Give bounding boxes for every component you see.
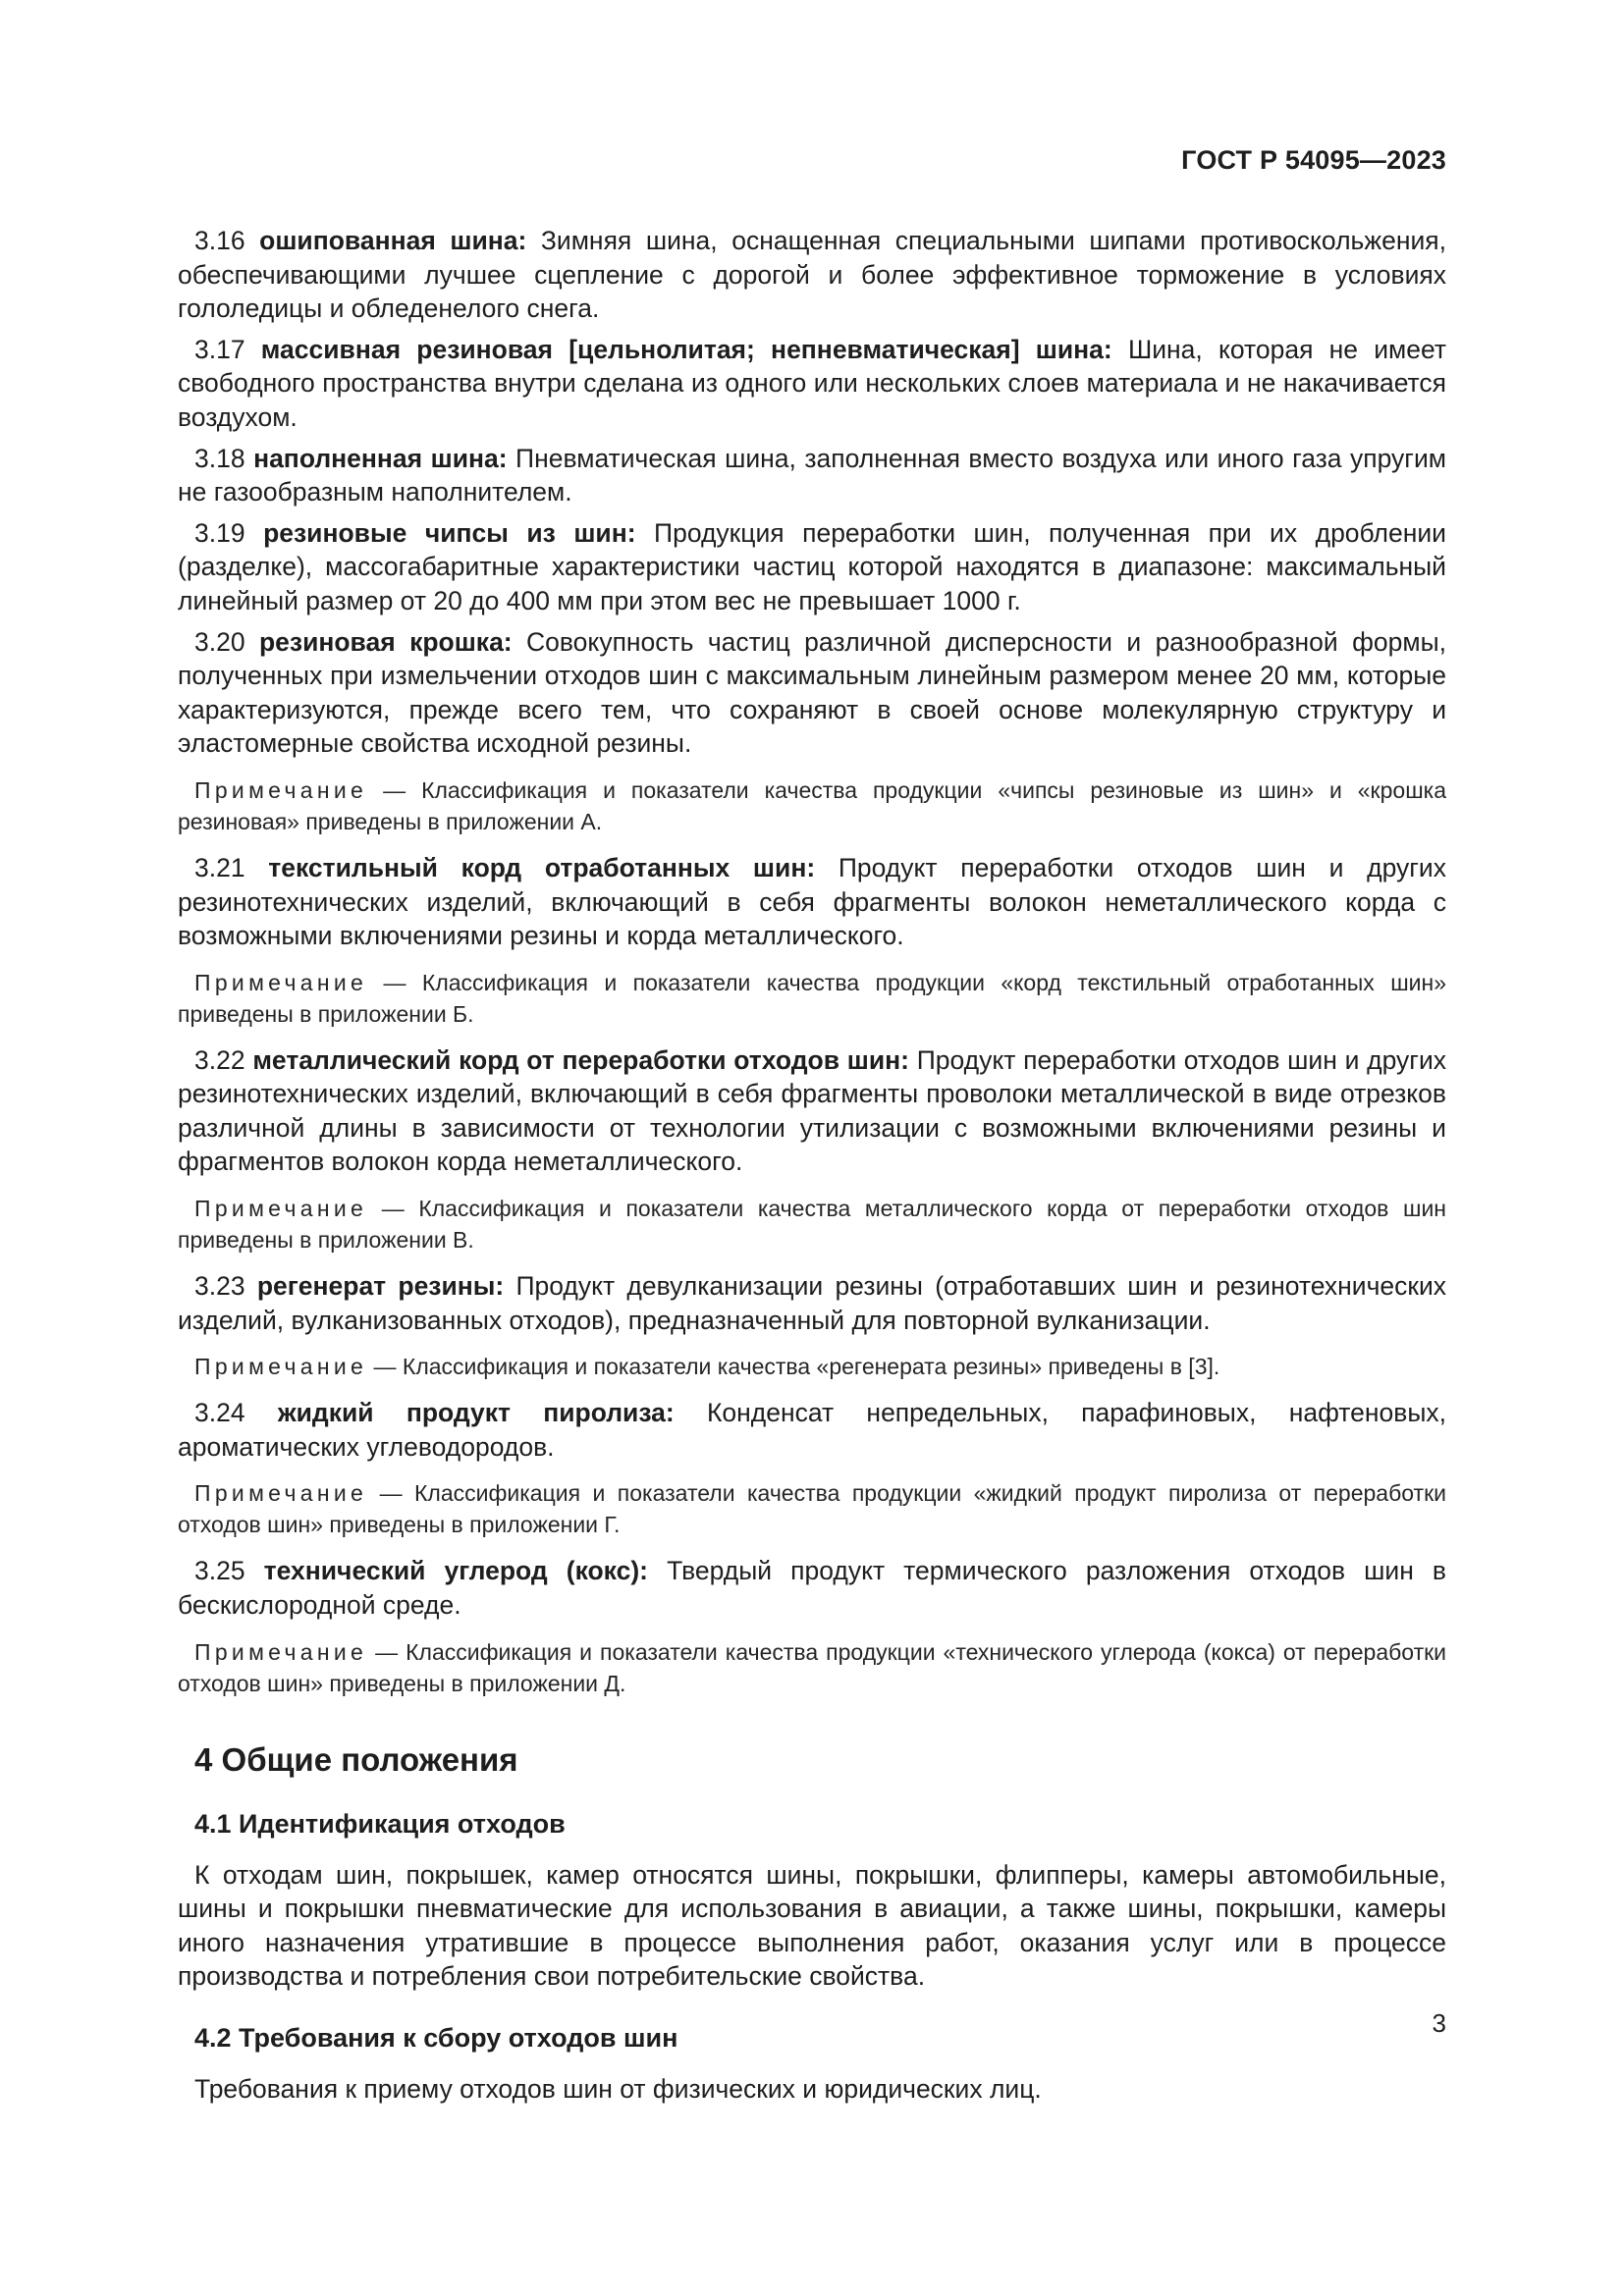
- section-4-title: 4 Общие положения: [194, 1740, 518, 1778]
- term-number: 3.19: [194, 517, 245, 548]
- document-body: [178, 224, 1446, 2134]
- term-name: наполненная шина:: [253, 443, 508, 473]
- term-number: 3.24: [194, 1398, 245, 1428]
- term-name: технический углерод (кокс):: [263, 1556, 648, 1586]
- term-3-25: [178, 1554, 1446, 1622]
- term-number: 3.21: [194, 852, 245, 882]
- term-definition: Твердый продукт термического разложения отходов шин в бескислородной среде.: [178, 1556, 1446, 1621]
- term-name: ошипованная шина:: [259, 226, 527, 255]
- term-name: металлический корд от переработки отходов шин:: [252, 1044, 909, 1075]
- note-3-20: [178, 774, 1446, 837]
- term-name: текстильный корд отработанных шин:: [268, 852, 816, 882]
- section-4-2-heading: [178, 2021, 1446, 2055]
- term-3-16: [178, 224, 1446, 326]
- section-4-1-heading: [178, 1807, 1446, 1841]
- section-4-1-paragraph: К отходам шин, покрышек, камер относятся шины, покрышки, флипперы, камеры автомобильные, шины и покрышки пневматические для использования в авиации, а также шины, покрышки, камеры иного назначения утратившие в процессе выполнения работ, оказания услуг или в процессе производства и потребления свои потребительские свойства.: [178, 1859, 1446, 1992]
- note-label: Примечание: [194, 969, 368, 995]
- note-3-25: [178, 1636, 1446, 1699]
- note-text: — Классификация и показатели качества продукции «чипсы резиновые из шин» и «крошка резиновая» приведены в приложении А.: [178, 776, 1447, 834]
- term-3-23: [178, 1269, 1446, 1337]
- note-3-22: [178, 1193, 1446, 1255]
- note-label: Примечание: [194, 776, 368, 803]
- term-number: 3.18: [194, 443, 245, 473]
- term-number: 3.16: [194, 226, 245, 255]
- term-definition: Совокупность частиц различной дисперсности и разнообразной формы, полученных при измельчении отходов шин с максимальным линейным размером менее 20 мм, которые характеризуются, прежде всего тем, что сохраняют в своей основе молекулярную структуру и эластомерные свойства исходной резины.: [178, 626, 1446, 759]
- note-label: Примечание: [194, 1354, 368, 1380]
- note-text: — Классификация и показатели качества продукции «корд текстильный отработанных шин» приведены в приложении Б.: [178, 969, 1446, 1027]
- note-label: Примечание: [194, 1196, 368, 1222]
- note-3-23: [178, 1351, 1446, 1382]
- term-3-20: [178, 625, 1446, 761]
- term-name: жидкий продукт пиролиза:: [277, 1398, 675, 1428]
- term-number: 3.22: [194, 1044, 245, 1075]
- term-definition: Конденсат непредельных, парафиновых, нафтеновых, ароматических углеводородов.: [178, 1398, 1446, 1462]
- term-name: массивная резиновая [цельнолитая; непневматическая] шина:: [260, 334, 1112, 364]
- term-3-21: [178, 851, 1446, 953]
- note-text: — Классификация и показатели качества «регенерата резины» приведены в [3].: [373, 1354, 1220, 1380]
- section-4-2-paragraph: Требования к приему отходов шин от физических и юридических лиц.: [194, 2074, 1042, 2104]
- section-4-2-title: 4.2 Требования к сбору отходов шин: [194, 2023, 678, 2053]
- term-name: резиновые чипсы из шин:: [263, 517, 636, 548]
- term-definition: Продукт переработки отходов шин и других резинотехнических изделий, включающий в себя фрагменты проволоки металлической в виде отрезков различной длины в зависимости от технологии утилизации с возможными включениями резины и фрагментов волокон корда неметаллического.: [178, 1044, 1447, 1177]
- term-3-17: [178, 333, 1446, 435]
- term-definition: Продукт переработки отходов шин и других резинотехнических изделий, включающий в себя фрагменты волокон неметаллического корда с возможными включениями резины и корда металлического.: [178, 852, 1446, 951]
- term-definition: Зимняя шина, оснащенная специальными шипами противоскольжения, обеспечивающими лучшее сцепление с дорогой и более эффективное торможение в условиях гололедицы и обледенелого снега.: [178, 226, 1446, 324]
- section-4-1-title: 4.1 Идентификация отходов: [194, 1808, 566, 1839]
- term-name: регенерат резины:: [256, 1271, 505, 1302]
- section-4-heading: [178, 1740, 1446, 1780]
- term-3-22: [178, 1043, 1446, 1179]
- term-name: резиновая крошка:: [258, 626, 513, 657]
- term-definition: Пневматическая шина, заполненная вместо воздуха или иного газа упругим не газообразным наполнителем.: [178, 443, 1446, 507]
- section-4-2-text: [178, 2072, 1446, 2107]
- term-number: 3.25: [194, 1556, 245, 1586]
- note-text: — Классификация и показатели качества металлического корда от переработки отходов шин приведены в приложении В.: [178, 1196, 1447, 1254]
- term-3-19: [178, 516, 1446, 618]
- term-number: 3.23: [194, 1271, 245, 1302]
- term-definition: Продукт девулканизации резины (отработавших шин и резинотехнических изделий, вулканизованных отходов), предназначенный для повторной вулканизации.: [178, 1271, 1447, 1335]
- note-text: — Классификация и показатели качества продукции «жидкий продукт пиролиза от переработки отходов шин» приведены в приложении Г.: [178, 1480, 1446, 1538]
- term-3-24: [178, 1396, 1446, 1464]
- document-header: ГОСТ Р 54095—2023: [1181, 145, 1446, 175]
- term-definition: Шина, которая не имеет свободного пространства внутри сделана из одного или нескольких слоев материала и не накачивается воздухом.: [178, 334, 1446, 432]
- note-label: Примечание: [194, 1480, 368, 1507]
- note-text: — Классификация и показатели качества продукции «технического углерода (кокса) от переработки отходов шин» приведены в приложении Д.: [178, 1638, 1447, 1696]
- term-number: 3.17: [194, 334, 245, 364]
- term-number: 3.20: [194, 626, 245, 657]
- note-3-24: [178, 1477, 1446, 1540]
- page-number: 3: [1432, 2008, 1446, 2038]
- note-3-21: [178, 967, 1446, 1030]
- section-4-1-text: [178, 1858, 1446, 1994]
- term-3-18: [178, 442, 1446, 509]
- note-label: Примечание: [194, 1638, 368, 1665]
- term-definition: Продукция переработки шин, полученная при их дроблении (разделке), массогабаритные характеристики частиц которой находятся в диапазоне: максимальный линейный размер от 20 до 400 мм при этом вес не превышает 1000 г.: [178, 517, 1446, 615]
